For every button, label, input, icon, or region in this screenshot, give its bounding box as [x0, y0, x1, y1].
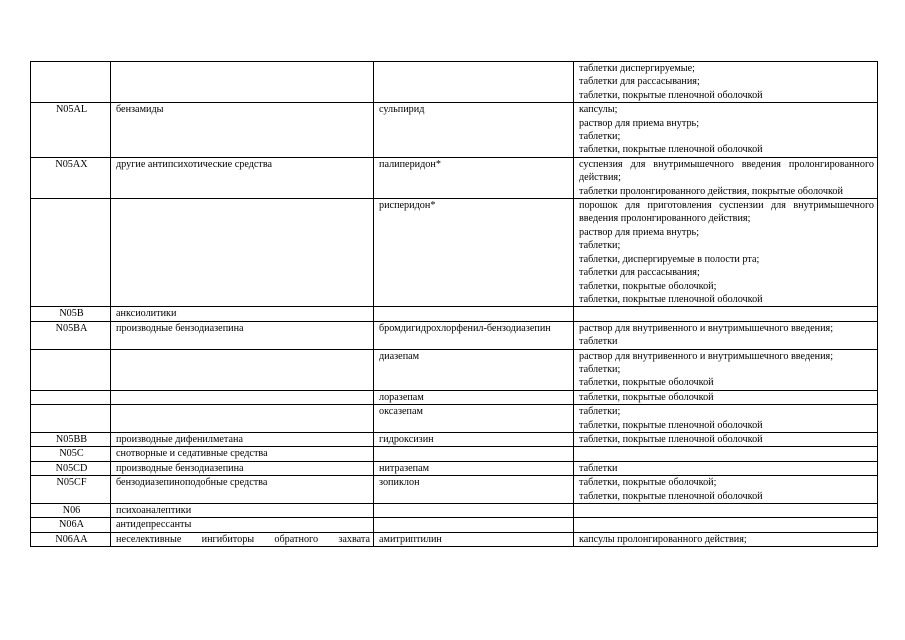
drug-name-cell: амитриптилин — [374, 532, 574, 546]
dosage-forms-cell — [574, 432, 878, 446]
atc-code-cell: N06 — [31, 504, 111, 518]
dosage-form-item: таблетки, покрытые пленочной оболочкой — [579, 293, 763, 305]
drug-name-cell: лоразепам — [374, 390, 574, 404]
table-row — [31, 447, 878, 461]
dosage-form-item: порошок для приготовления суспензии для внутримышечного введения пролонгированного действия; — [579, 200, 874, 225]
table-row — [31, 321, 878, 349]
atc-code-cell: N05BB — [31, 432, 111, 446]
dosage-forms-cell — [574, 349, 878, 390]
dosage-forms-cell — [574, 321, 878, 349]
table-row — [31, 157, 878, 198]
group-name-cell — [111, 62, 374, 103]
group-name-cell: другие антипсихотические средства — [111, 157, 374, 198]
dosage-form-item: таблетки для рассасывания; — [579, 76, 700, 88]
table-row — [31, 518, 878, 532]
group-name-cell: производные бензодиазепина — [111, 321, 374, 349]
dosage-form-item: таблетки, покрытые пленочной оболочкой — [579, 144, 763, 156]
group-name-cell — [111, 405, 374, 433]
drug-name-cell: диазепам — [374, 349, 574, 390]
dosage-forms-cell — [574, 504, 878, 518]
group-name-cell — [111, 349, 374, 390]
drug-name-cell: палиперидон* — [374, 157, 574, 198]
dosage-form-item: таблетки, покрытые пленочной оболочкой — [579, 89, 763, 101]
dosage-form-item: таблетки; — [579, 240, 621, 252]
drug-name-cell: оксазепам — [374, 405, 574, 433]
table-row — [31, 476, 878, 504]
dosage-forms-cell — [574, 447, 878, 461]
group-name-cell: анксиолитики — [111, 307, 374, 321]
dosage-form-item: таблетки для рассасывания; — [579, 267, 700, 279]
table-row — [31, 103, 878, 158]
atc-code-cell — [31, 349, 111, 390]
drug-name-cell: рисперидон* — [374, 199, 574, 307]
table-row — [31, 532, 878, 546]
dosage-form-item: таблетки, покрытые оболочкой; — [579, 280, 717, 292]
dosage-form-item: капсулы; — [579, 104, 618, 116]
atc-code-cell: N05CD — [31, 461, 111, 475]
table-row — [31, 199, 878, 307]
table-body — [31, 62, 878, 547]
group-name-cell: бензамиды — [111, 103, 374, 158]
atc-code-cell: N05B — [31, 307, 111, 321]
atc-code-cell: N05AL — [31, 103, 111, 158]
atc-code-cell — [31, 405, 111, 433]
dosage-form-item: раствор для приема внутрь; — [579, 117, 700, 129]
atc-code-cell: N05C — [31, 447, 111, 461]
group-name-cell: антидепрессанты — [111, 518, 374, 532]
drug-name-cell — [374, 504, 574, 518]
dosage-form-item: капсулы пролонгированного действия; — [579, 533, 747, 545]
atc-code-cell: N05CF — [31, 476, 111, 504]
atc-code-cell: N06AA — [31, 532, 111, 546]
table-row — [31, 349, 878, 390]
dosage-form-item: таблетки, покрытые пленочной оболочкой — [579, 419, 763, 431]
medication-table — [30, 61, 878, 547]
table-row — [31, 307, 878, 321]
table-row — [31, 504, 878, 518]
dosage-form-item: таблетки диспергируемые; — [579, 63, 695, 74]
dosage-form-item: таблетки, покрытые оболочкой — [579, 391, 714, 403]
atc-code-cell — [31, 390, 111, 404]
drug-name-cell: сульпирид — [374, 103, 574, 158]
dosage-form-item: таблетки, покрытые оболочкой — [579, 377, 714, 389]
drug-name-cell: зопиклон — [374, 476, 574, 504]
dosage-forms-cell — [574, 518, 878, 532]
dosage-form-item: суспензия для внутримышечного введения пролонгированного действия; — [579, 158, 874, 184]
drug-name-cell: нитразепам — [374, 461, 574, 475]
dosage-form-item: таблетки — [579, 462, 618, 474]
atc-code-cell — [31, 62, 111, 103]
dosage-form-item: таблетки, покрытые пленочной оболочкой — [579, 490, 763, 502]
dosage-form-item: таблетки, покрытые пленочной оболочкой — [579, 433, 763, 445]
group-name-cell: производные дифенилметана — [111, 432, 374, 446]
drug-name-cell — [374, 447, 574, 461]
dosage-forms-cell — [574, 405, 878, 433]
group-name-cell — [111, 390, 374, 404]
dosage-forms-cell — [574, 199, 878, 307]
dosage-forms-cell — [574, 476, 878, 504]
dosage-forms-cell — [574, 307, 878, 321]
drug-name-cell: гидроксизин — [374, 432, 574, 446]
dosage-forms-cell — [574, 390, 878, 404]
group-name-cell: снотворные и седативные средства — [111, 447, 374, 461]
group-name-cell: бензодиазепиноподобные средства — [111, 476, 374, 504]
dosage-forms-cell — [574, 461, 878, 475]
atc-code-cell — [31, 199, 111, 307]
dosage-form-item: таблетки, покрытые оболочкой; — [579, 477, 717, 489]
dosage-form-item: таблетки, диспергируемые в полости рта; — [579, 253, 760, 265]
dosage-form-item: таблетки; — [579, 131, 621, 143]
group-name-cell: неселективные ингибиторы обратного захвата — [111, 532, 374, 546]
dosage-form-item: раствор для внутривенного и внутримышечного введения; — [579, 322, 834, 334]
dosage-forms-cell — [574, 157, 878, 198]
dosage-forms-cell — [574, 532, 878, 546]
drug-name-cell: бромдигидрохлорфенил-бензодиазепин — [374, 321, 574, 349]
dosage-form-item: таблетки; — [579, 363, 621, 375]
drug-name-cell — [374, 62, 574, 103]
dosage-form-item: таблетки — [579, 336, 618, 348]
dosage-form-item: раствор для внутривенного и внутримышечного введения; — [579, 350, 834, 362]
atc-code-cell: N05AX — [31, 157, 111, 198]
dosage-forms-cell — [574, 62, 878, 103]
drug-name-cell — [374, 518, 574, 532]
table-row — [31, 432, 878, 446]
dosage-forms-cell — [574, 103, 878, 158]
table-row — [31, 390, 878, 404]
table-row — [31, 405, 878, 433]
dosage-form-item: таблетки; — [579, 406, 621, 418]
table-row — [31, 461, 878, 475]
group-name-cell: производные бензодиазепина — [111, 461, 374, 475]
table-row — [31, 62, 878, 103]
dosage-form-item: раствор для приема внутрь; — [579, 226, 700, 238]
group-name-cell — [111, 199, 374, 307]
atc-code-cell: N05BA — [31, 321, 111, 349]
drug-name-cell — [374, 307, 574, 321]
dosage-form-item: таблетки пролонгированного действия, покрытые оболочкой — [579, 185, 843, 197]
group-name-cell: психоаналептики — [111, 504, 374, 518]
atc-code-cell: N06A — [31, 518, 111, 532]
